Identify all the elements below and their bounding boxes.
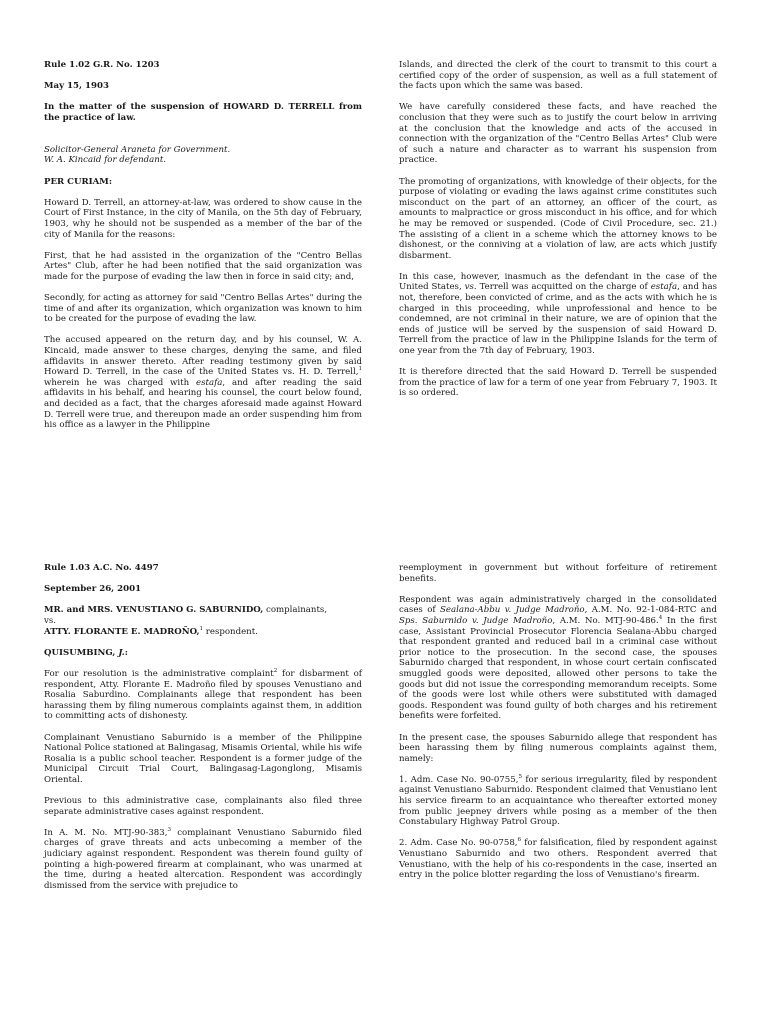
case2-ponente-name: QUISUMBING, — [44, 647, 119, 658]
case2-paragraph-4 — [44, 828, 362, 892]
case1-paragraph-9: It is therefore directed that the said Howard D. Terrell be suspended from the practice of law for a term of one year from February 7, 1903. It is so ordered. — [399, 367, 717, 399]
case2-paragraph-6 — [399, 595, 717, 722]
case2-rule-heading: Rule 1.03 A.C. No. 4497 — [44, 563, 159, 573]
case1-p4-italic: estafa — [196, 377, 223, 388]
case2-p8-text-a: 1. Adm. Case No. 90-0755, — [399, 774, 519, 785]
footnote-ref[interactable]: 6 — [517, 837, 522, 844]
case1-counsel-defendant: W. A. Kincaid for defendant. — [44, 155, 167, 166]
case1-date: May 15, 1903 — [44, 81, 109, 92]
footnote-ref[interactable]: 1 — [358, 366, 362, 373]
case1-paragraph-7: The promoting of organizations, with knowledge of their objects, for the purpose of violating or evading the laws against crime constitutes such misconduct on the part of an attorney, an officer of the court, as amounts to malpractice or gross misconduct in his office, and for which he may be removed or suspended. (Code of Civil Procedure, sec. 21.) The assisting of a client in a scheme which the attorney knows to be dishonest, or the conniving at a violation of law, are acts which justify disbarment. — [399, 176, 717, 261]
case2-paragraph-2: Complainant Venustiano Saburnido is a member of the Philippine National Police stationed at Balingasag, Misamis Oriental, while his wife Rosalia is a public school teacher. Respondent is a former judge of the Municipal Circuit Trial Court, Balingasag-Lagonglong, Misamis Oriental. — [44, 732, 362, 785]
case2-p1-text-b: for disbarment of respondent, Atty. Florante E. Madroño filed by spouses Venustiano and Rosalia Saburdino. Complainants allege that respondent has been harassing them by filing numerous complaints against them, in addition to committing acts of dishonesty. — [44, 668, 362, 722]
case1-p4-text-c: , and after reading the said affidavits in his behalf, and hearing his counsel, the court below found, and decided as a fact, that the charges aforesaid made against Howard D. Terrell were true, and thereupon made an order suspending him from his office as a lawyer in the Philippine — [44, 377, 362, 431]
case1-p8-italic-vs: vs. — [464, 282, 477, 293]
case2-right-column — [399, 563, 717, 891]
case1-p8-text-c: , and has not, therefore, been convicted of crime, and as the acts with which he is charged in this proceeding, while unprofessional and hence to be condemned, are not criminal in their nature, we are of opinion that the ends of justice will be served by the suspension of said Howard D. Terrell from the practice of law in the Philippine Islands for the term of one year from the 7th day of February, 1903. — [399, 282, 717, 357]
case2-respondent-role: respondent. — [203, 626, 258, 637]
case2-p9-text-a: 2. Adm. Case No. 90-0758, — [399, 838, 518, 849]
case2-date: September 26, 2001 — [44, 584, 142, 595]
case2-p4-text-a: In A. M. No. MTJ-90-383, — [44, 827, 168, 838]
case1-title: In the matter of the suspension of HOWARD D. TERRELL from the practice of law. — [44, 102, 362, 123]
case2-vs: vs. — [44, 615, 56, 626]
case2-p1-text-a: For our resolution is the administrative complaint — [44, 668, 274, 679]
case1-right-column — [399, 60, 717, 410]
case2-p6-case-name-2: Sps. Saburnido v. Judge Madroño — [399, 615, 553, 626]
case1-paragraph-3: Secondly, for acting as attorney for said "Centro Bellas Artes" during the time of and after its organization, which organization was known to him to be created for the purpose of evading the law. — [44, 293, 362, 325]
case2-ponente — [44, 648, 362, 659]
case2-complainants-role: complainants, — [263, 605, 328, 616]
footnote-ref[interactable]: 3 — [167, 826, 171, 833]
case2-p8-text-b: for serious irregularity, filed by respondent against Venustiano Saburnido. Respondent claimed that Venustiano lent his service firearm to an acquaintance who thereafter extorted money from public jeepney drivers while posing as a member of the then Constabulary Highway Patrol Group. — [399, 774, 717, 828]
case1-counsel-government: Solicitor-General Araneta for Government. — [44, 144, 231, 155]
footnote-ref[interactable]: 4 — [658, 615, 663, 622]
case1-left-column — [44, 60, 362, 441]
case1-p4-text-a: The accused appeared on the return day, and by his counsel, W. A. Kincaid, made answer to these charges, denying the same, and filed affidavits in answer thereto. After reading testimony given by said Howard D. Terrell, in the case of the United States vs. H. D. Terrell, — [44, 335, 362, 378]
footnote-ref[interactable]: 2 — [273, 668, 278, 675]
case1-paragraph-8 — [399, 272, 717, 357]
case2-p6-text-d: In the first case, Assistant Provincial Prosecutor Florencia Sealana-Abbu charged that respondent granted and reduced bail in a criminal case without prior notice to the prosecution. In the second case, the spouses Saburnido charged that respondent, in whose court certain confiscated smuggled goods were deposited, allowed other persons to take the goods but did not issue the corresponding memorandum receipts. Some of the goods were lost while others were substituted with damaged goods. Respondent was found guilty of both charges and his retirement benefits were forfeited. — [399, 615, 717, 722]
case1-paragraph-2: First, that he had assisted in the organization of the "Centro Bellas Artes" Club, after he had been notified that the said organization was made for the purpose of evading the law then in force in said city; and, — [44, 250, 362, 282]
case1-p8-italic-estafa: estafa — [650, 282, 678, 293]
case2-paragraph-8 — [399, 775, 717, 828]
case2-paragraph-7: In the present case, the spouses Saburnido allege that respondent has been harassing them by filing numerous complaints against them, namely: — [399, 732, 717, 764]
footnote-ref[interactable]: 1 — [199, 625, 204, 632]
case1-p4-text-b: wherein he was charged with — [44, 377, 197, 388]
case2-p6-text-c: , A.M. No. MTJ-90-486. — [552, 615, 659, 626]
case1-p8-text-b: Terrell was acquitted on the charge of — [476, 282, 651, 293]
case2-paragraph-1 — [44, 669, 362, 722]
case1-paragraph-5: Islands, and directed the clerk of the court to transmit to this court a certified copy of the order of suspension, as well as a full statement of the facts upon which the same was based. — [399, 60, 717, 92]
case2-p6-case-name-1: Sealana-Abbu v. Judge Madroño — [440, 605, 585, 616]
case2-p4-text-b: complainant Venustiano Saburnido filed charges of grave threats and acts unbecoming a member of the judiciary against respondent. Respondent was therein found guilty of pointing a high-powered firearm at complainant, who was unarmed at the time, during a heated altercation. Respondent was accordingly dismissed from the service with prejudice to — [44, 827, 363, 891]
case2-respondent — [44, 627, 362, 638]
footnote-ref[interactable]: 5 — [518, 774, 522, 781]
case2-left-column — [44, 563, 362, 902]
case1-rule-heading: Rule 1.02 G.R. No. 1203 — [44, 60, 160, 70]
case1-p8-text-a: In this case, however, inasmuch as the defendant in the case of the United States, — [399, 271, 717, 293]
case2-ponente-colon: : — [124, 647, 128, 658]
case2-respondent-name: ATTY. FLORANTE E. MADROÑO, — [44, 626, 200, 637]
case2-complainants — [44, 605, 362, 616]
case2-complainants-names: MR. and MRS. VENUSTIANO G. SABURNIDO, — [44, 605, 264, 616]
case1-per-curiam: PER CURIAM: — [44, 176, 112, 187]
case1-paragraph-6: We have carefully considered these facts, and have reached the conclusion that they were such as to justify the court below in arriving at the conclusion that the knowledge and acts of the accused in connection with the organization of the "Centro Bellas Artes" Club were of such a nature and character as to warrant his suspension from practice. — [399, 102, 717, 166]
case2-p6-text-a: Respondent was again administratively charged in the consolidated cases of — [399, 594, 717, 616]
case2-p6-text-b: , A.M. No. 92-1-084-RTC and — [584, 605, 717, 616]
case1-paragraph-1: Howard D. Terrell, an attorney-at-law, was ordered to show cause in the Court of First Instance, in the city of Manila, on the 5th day of February, 1903, why he should not be suspended as a member of the bar of the city of Manila for the reasons: — [44, 197, 362, 240]
case2-ponente-title: J. — [118, 647, 125, 658]
case2-paragraph-9 — [399, 838, 717, 880]
case2-paragraph-5: reemployment in government but without forfeiture of retirement benefits. — [399, 563, 717, 584]
case1-paragraph-4 — [44, 335, 362, 430]
case2-p9-text-b: for falsification, filed by respondent against Venustiano Saburnido and two others. Respondent averred that Venustiano, with the help of his co-respondents in the case, inserted an entry in the police blotter regarding the loss of Venustiano's firearm. — [399, 838, 717, 881]
case2-paragraph-3: Previous to this administrative case, complainants also filed three separate administrative cases against respondent. — [44, 796, 362, 817]
